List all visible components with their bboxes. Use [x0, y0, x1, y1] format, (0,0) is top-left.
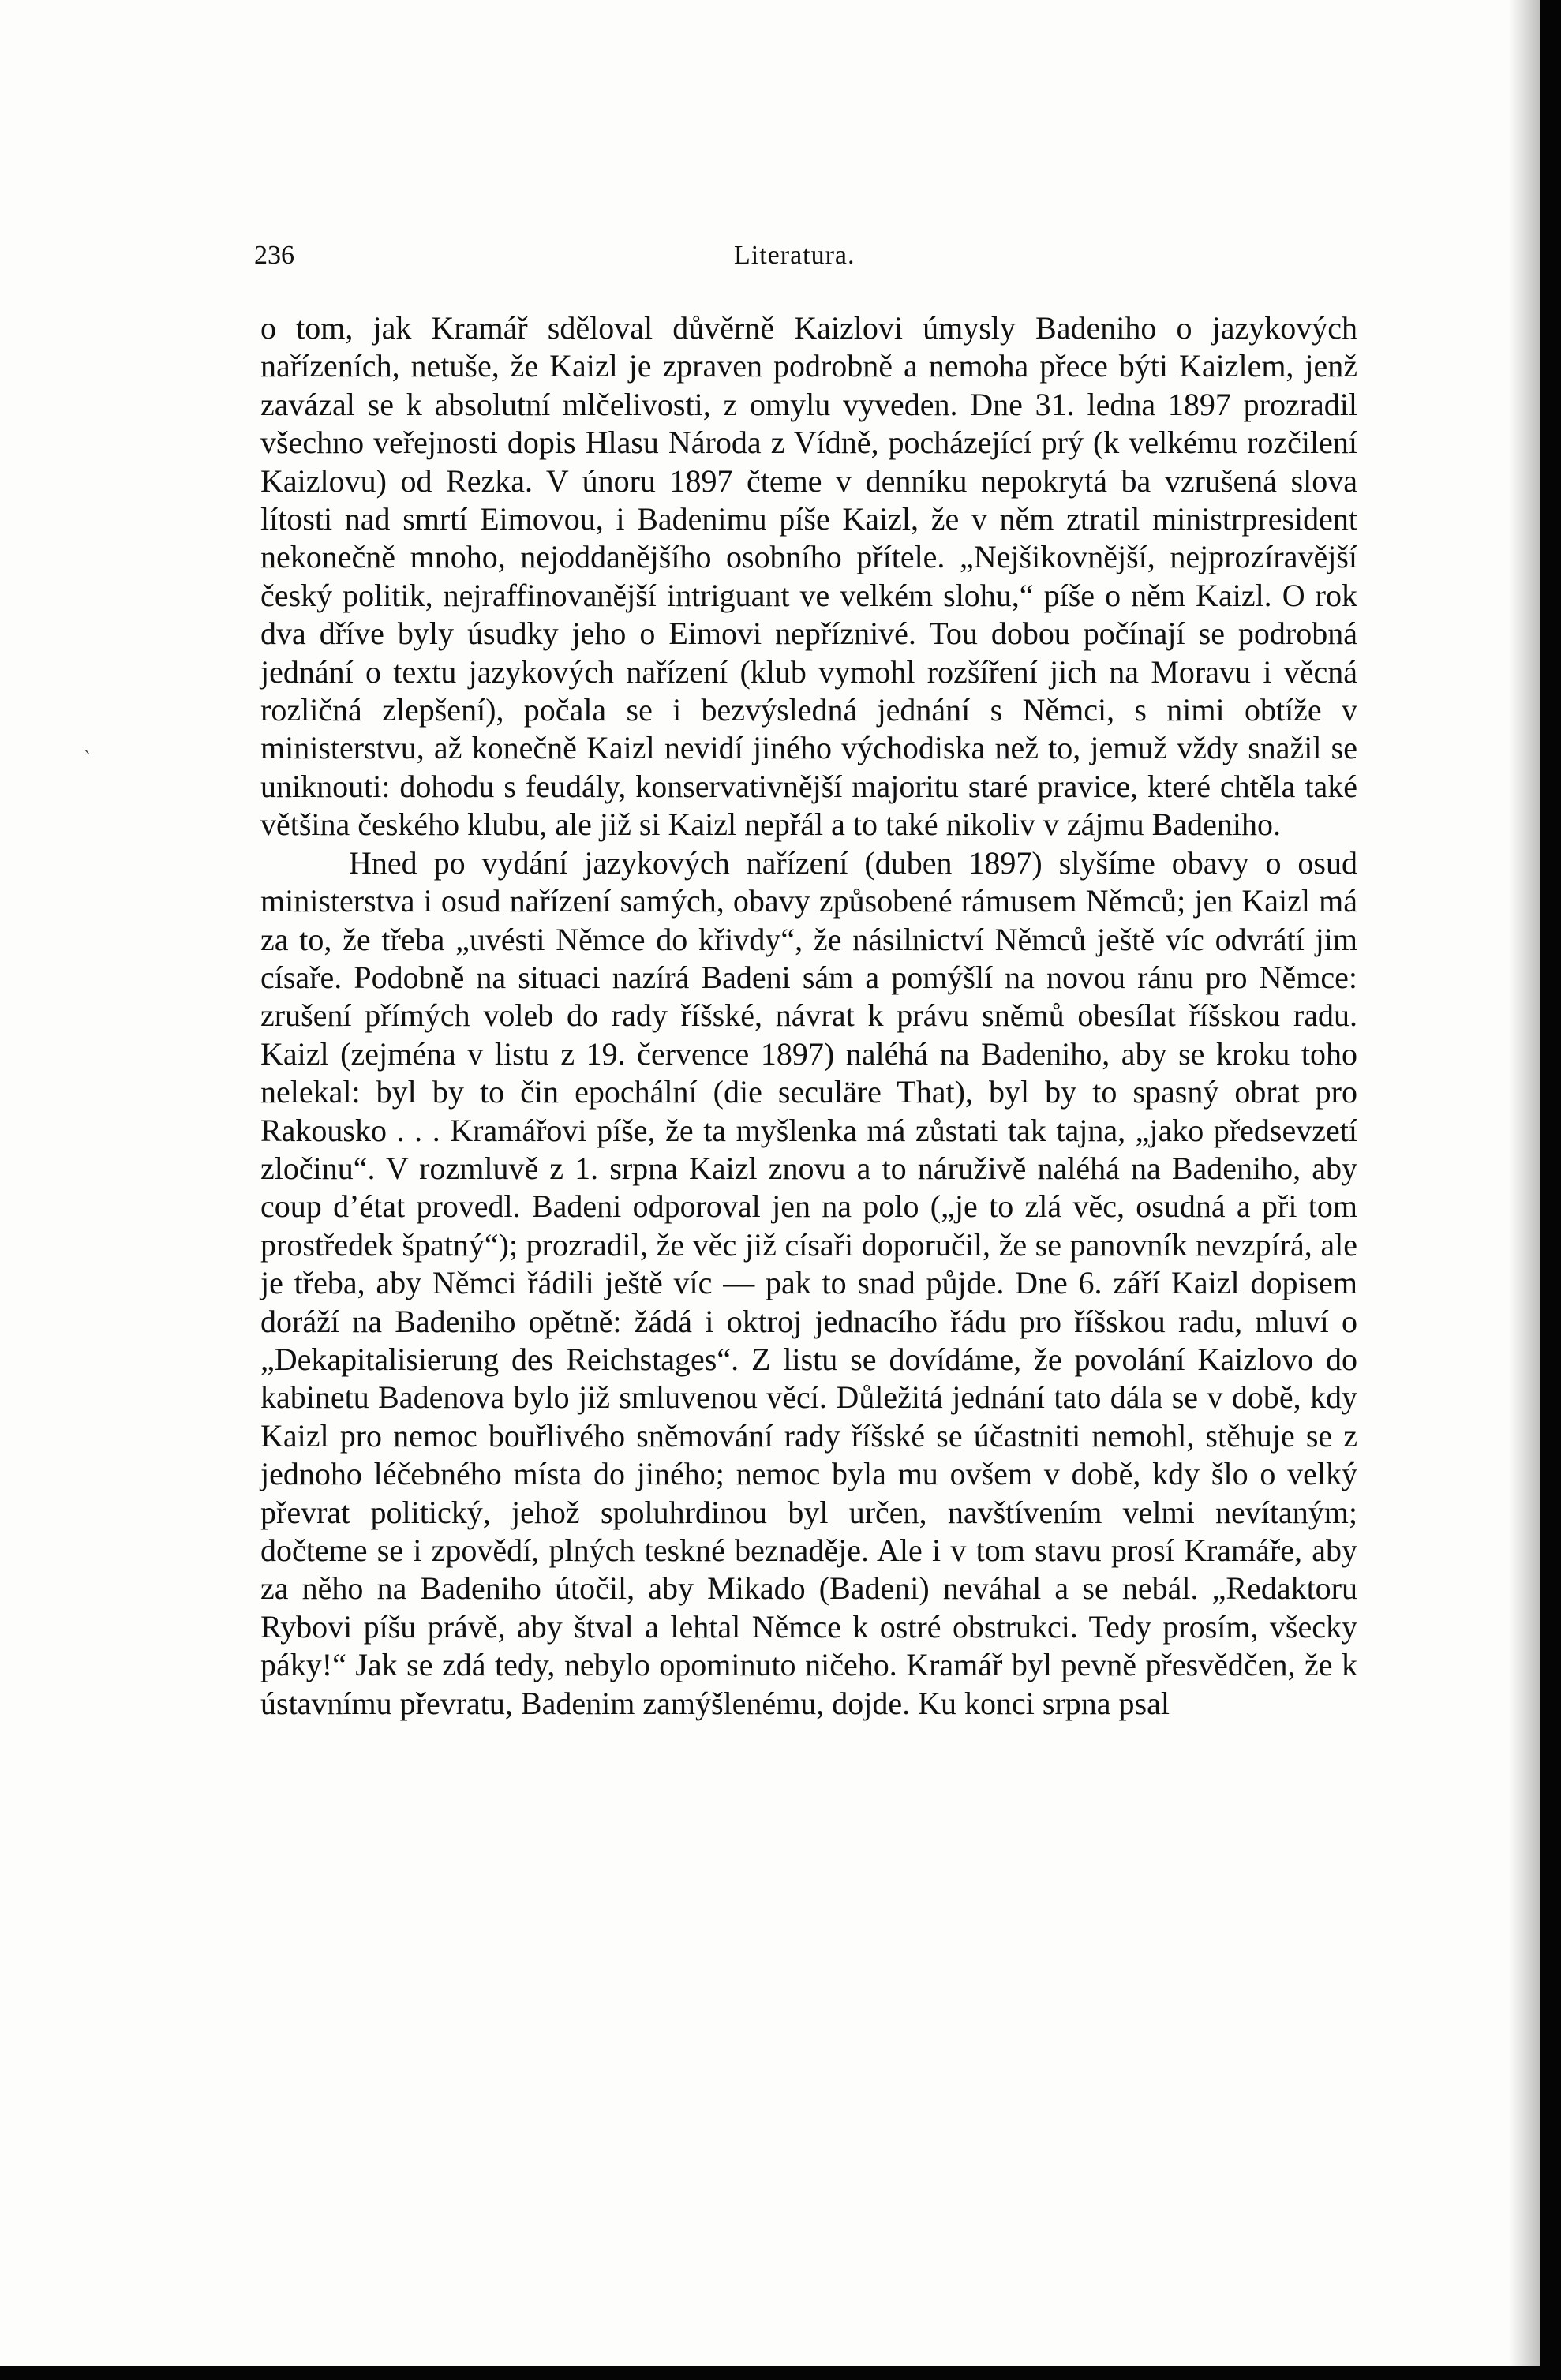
page-header: [254, 241, 1359, 275]
running-head: Literatura.: [734, 241, 855, 270]
page-number: 236: [254, 241, 294, 270]
stray-mark: `: [84, 750, 92, 769]
scan-border-bottom: [0, 2366, 1561, 2380]
paragraph: o tom, jak Kramář sděloval důvěrně Kaizlovi úmysly Badeniho o jazykových nařízeních, netuše, že Kaizl je zpraven podrobně a nemoha přece býti Kaizlem, jenž zavázal se k absolutní mlčelivosti, z omylu vyveden. Dne 31. ledna 1897 prozradil všechno veřejnosti dopis Hlasu Národa z Vídně, pocházející prý (k velkému rozčilení Kaizlovu) od Rezka. V únoru 1897 čteme v denníku nepokrytá ba vzrušená slova lítosti nad smrtí Eimovou, i Badenimu píše Kaizl, že v něm ztratil ministrpresident nekonečně mnoho, nejoddanějšího osobního přítele. „Nejšikovnější, nejprozíravější český politik, nejraffinovanější intriguant ve velkém slohu,“ píše o něm Kaizl. O rok dva dříve byly úsudky jeho o Eimovi nepříznivé. Tou dobou počínají se podrobná jednání o textu jazykových nařízení (klub vymohl rozšíření jich na Moravu i věcná rozličná zlepšení), počala se i bezvýsledná jednání s Němci, s nimi obtíže v ministerstvu, až konečně Kaizl nevidí jiného východiska než to, jemuž vždy snažil se uniknouti: dohodu s feudály, konservativnější majoritu staré pravice, které chtěla také většina českého klubu, ale již si Kaizl nepřál a to také nikoliv v zájmu Badeniho.: [260, 310, 1357, 843]
body-text: [260, 309, 1357, 1723]
page-edge-shadow: [1509, 0, 1540, 2366]
scan-border-right: [1540, 0, 1561, 2380]
paragraph: Hned po vydání jazykových nařízení (duben 1897) slyšíme obavy o osud ministerstva i osud nařízení samých, obavy způsobené rámusem Němců; jen Kaizl má za to, že třeba „uvésti Němce do křivdy“, že násilnictví Němců ještě víc odvrátí jim císaře. Podobně na situaci nazírá Badeni sám a pomýšlí na novou ránu pro Němce: zrušení přímých voleb do rady říšské, návrat k právu sněmů obesílat říšskou radu. Kaizl (zejména v listu z 19. července 1897) naléhá na Badeniho, aby se kroku toho nelekal: byl by to čin epochální (die seculäre That), byl by to spasný obrat pro Rakousko . . . Kramářovi píše, že ta myšlenka má zůstati tak tajna, „jako předsevzetí zločinu“. V rozmluvě z 1. srpna Kaizl znovu a to náruživě naléhá na Badeniho, aby coup d’état provedl. Badeni odporoval jen na polo („je to zlá věc, osudná a při tom prostředek špatný“); prozradil, že věc již císaři doporučil, že se panovník nevzpírá, ale je třeba, aby Němci řádili ještě víc — pak to snad půjde. Dne 6. září Kaizl dopisem doráží na Badeniho opětně: žádá i oktroj jednacího řádu pro říšskou radu, mluví o „Dekapitalisierung des Reichstages“. Z listu se dovídáme, že povolání Kaizlovo do kabinetu Badenova bylo již smluvenou věcí. Důležitá jednání tato dála se v době, kdy Kaizl pro nemoc bouřlivého sněmování rady říšské se účastniti nemohl, stěhuje se z jednoho léčebného místa do jiného; nemoc byla mu ovšem v době, kdy šlo o velký převrat politický, jehož spoluhrdinou byl určen, navštívením velmi nevítaným; dočteme se i zpovědí, plných teskné beznaděje. Ale i v tom stavu prosí Kramáře, aby za něho na Badeniho útočil, aby Mikado (Badeni) neváhal a se nebál. „Redaktoru Rybovi píšu právě, aby štval a lehtal Němce k ostré obstrukci. Tedy prosím, všecky páky!“ Jak se zdá tedy, nebylo opominuto ničeho. Kramář byl pevně přesvědčen, že k ústavnímu převratu, Badenim zamýšlenému, dojde. Ku konci srpna psal: [260, 844, 1357, 1721]
